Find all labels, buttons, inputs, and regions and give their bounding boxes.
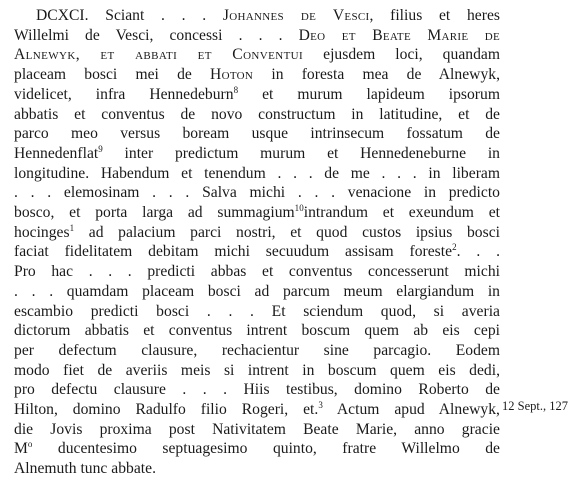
footnote-ref: 8 (233, 84, 239, 95)
text-line-17: dictorum abbatis et conventus intrent boscum quem ab eis cepi (14, 322, 500, 340)
footnote-ref: 2 (452, 242, 457, 253)
footnote-ref: 9 (98, 143, 103, 154)
text-line-21: Hilton, domino Radulfo filio Rogeri, et.$^3$ Actum apud Alnewyk, (14, 399, 500, 419)
text-line-23: $M^o$ ducentesimo septuagesimo quinto, fratre Willelmo de (14, 439, 500, 458)
text-line-20: pro defectu clausure . . . Hiis testibus, domino Roberto de (14, 381, 500, 399)
text-line-10: . . . elemosinam . . . Salva michi . . . venacione in predicto (14, 184, 500, 202)
text-line-5: videlicet, infra Hennedeburn$^8$ et murum lapideum ipsorum (14, 84, 500, 103)
text-line-1: DCXCI. Sciant . . . Johannes de Vesci, filius et heres (36, 7, 500, 24)
text-line-16: escambio predicti bosci . . . Et sciendum quod, si averia (14, 302, 500, 320)
text-line-8: Hennedenflat$^9$ inter predictum murum et Hennedeneburne in (14, 143, 500, 162)
charter-number: DCXCI. (36, 7, 89, 24)
grantor-name: Johannes de Vesci (222, 7, 370, 24)
footnote-ref: 10 (294, 202, 304, 213)
dedication-name: Deo et Beate Marie de (298, 26, 500, 44)
text-line-6: abbatis et conventus de novo constructum in latitudine, et de (14, 105, 500, 123)
place-name-hoton: Hoton (210, 66, 254, 84)
text-line-18: per defectum clausure, rechacientur sine parcagio. Eodem (14, 341, 500, 359)
text-line-13: faciat fidelitatem debitam michi secuudum assisam foreste$^2$. . . (14, 242, 501, 261)
text-line-14: Pro hac . . . predicti abbas et conventus concesserunt michi (14, 263, 500, 281)
recipient-name: Alnewyk, et abbati et Conventui (14, 46, 304, 64)
text-line-9: longitudine. Habendum et tenendum . . . de me . . . in liberam (14, 164, 500, 182)
text-line-11: bosco, et porta larga ad summagium$^{10}$intrandum et exeundum et (14, 202, 500, 222)
ordinal-superscript: o (27, 439, 33, 450)
text-line-15: . . . quamdam placeam bosci ad parcum meum elargiandum in (14, 282, 500, 300)
footnote-ref: 3 (318, 399, 323, 410)
text-line-2: Willelmi de Vesci, concessi . . . Deo et Beate Marie de (14, 26, 500, 44)
text-line-4: placeam bosci mei de Hoton in foresta mea de Alnewyk, (14, 66, 500, 84)
text-line-3: Alnewyk, et abbati et Conventui ejusdem loci, quandam (14, 46, 500, 64)
text-line-7: parco meo versus boream usque intrinsecum fossatum de (14, 125, 500, 143)
text-line-22: die Jovis proxima post Nativitatem Beate Marie, anno gracie (14, 420, 500, 438)
footnote-ref: 1 (69, 222, 75, 233)
text-line-24: Alnemuth tunc abbate. (14, 460, 157, 478)
charter-text (14, 6, 500, 479)
text-line-12: hocinges$^1$ ad palacium parci nostri, et quod custos ipsius bosci (14, 222, 500, 241)
text-line-19: modo fiet de averiis meis si intrent in boscum quem eis dedi, (14, 361, 500, 379)
margin-date-note: 12 Sept., 127 (502, 399, 568, 413)
